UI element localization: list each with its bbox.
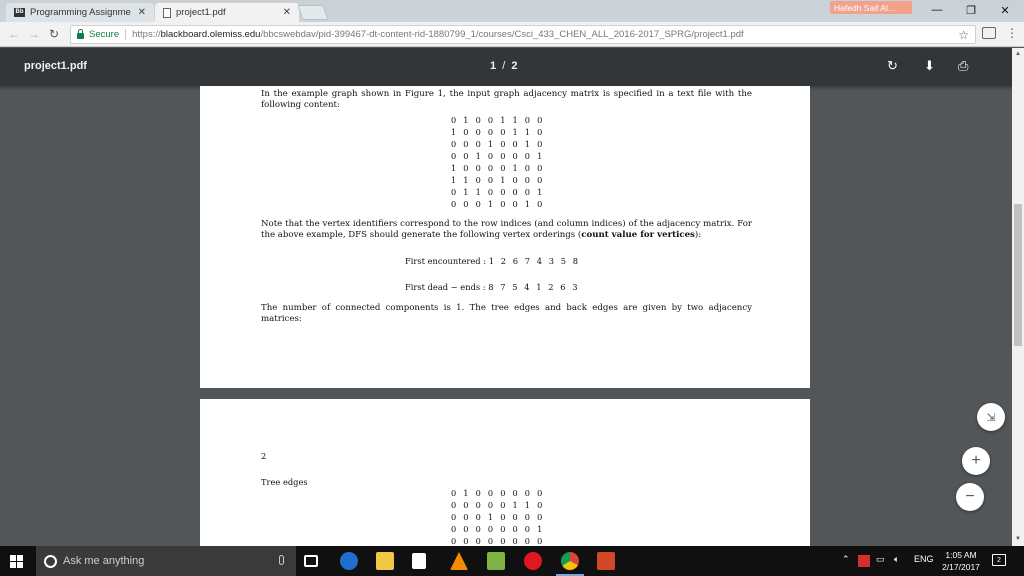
windows-start-icon[interactable] (10, 555, 23, 568)
tab-programming-assignment[interactable] (6, 3, 154, 22)
matrix-cell: 0 (463, 512, 469, 522)
matrix-cell: 0 (475, 512, 481, 522)
notification-count: 2 (997, 556, 1001, 564)
matrix-cell: 1 (451, 175, 457, 185)
matrix-cell: 1 (487, 199, 494, 209)
vertex-value: 2 (500, 256, 506, 266)
matrix-cell: 0 (487, 524, 494, 534)
note-text: Note that the vertex identifiers correspond to the row indices (and column indices) of the adjacency matrix. For the above example, DFS should generate the following vertex orderings ( (261, 219, 752, 240)
matrix-cell: 0 (475, 175, 481, 185)
matrix-cell: 0 (512, 175, 518, 185)
cast-icon[interactable] (982, 27, 996, 39)
vertex-value: 6 (560, 282, 566, 292)
pdf-toolbar (0, 48, 1012, 86)
matrix-cell: 0 (451, 115, 457, 125)
matrix-cell: 1 (524, 500, 530, 510)
matrix-cell: 0 (451, 512, 457, 522)
matrix-cell: 0 (451, 536, 457, 546)
matrix-row (451, 162, 549, 174)
divider (125, 29, 126, 40)
new-tab-button[interactable] (297, 5, 328, 20)
forward-arrow-icon[interactable]: → (28, 27, 40, 41)
vertex-value: 7 (500, 282, 506, 292)
matrix-row (451, 499, 549, 511)
document-icon (163, 8, 171, 18)
matrix-cell: 0 (475, 536, 481, 546)
matrix-cell: 0 (463, 127, 469, 137)
first-encountered-values (489, 256, 585, 266)
matrix-row (451, 114, 549, 126)
system-clock[interactable] (936, 549, 986, 573)
matrix-cell: 1 (463, 115, 469, 125)
blackboard-icon: Bb (15, 9, 24, 15)
profile-name: Hafedh Saif Al... (834, 2, 895, 13)
download-icon[interactable]: ⬇ (924, 58, 935, 73)
matrix-cell: 1 (512, 500, 518, 510)
matrix-cell: 0 (487, 536, 494, 546)
vertex-value: 6 (512, 256, 518, 266)
file-explorer-icon[interactable] (376, 552, 394, 570)
matrix-cell: 0 (524, 512, 530, 522)
page-indicator (490, 60, 517, 72)
matrix-cell: 1 (512, 127, 518, 137)
matrix-cell: 0 (500, 187, 506, 197)
clock-time: 1:05 AM (945, 550, 977, 560)
matrix-cell: 0 (487, 500, 494, 510)
matrix-cell: 1 (500, 115, 506, 125)
matrix-cell: 1 (524, 199, 530, 209)
matrix-row (451, 487, 549, 499)
print-icon[interactable]: ⎙ (958, 58, 969, 73)
matrix-cell: 0 (537, 500, 543, 510)
matrix-cell: 1 (487, 512, 494, 522)
matrix-cell: 0 (475, 488, 481, 498)
close-tab-icon[interactable]: ✕ (282, 7, 291, 18)
first-dead-ends-values (488, 282, 584, 292)
matrix-cell: 0 (487, 488, 494, 498)
store-icon[interactable] (412, 553, 426, 569)
matrix-cell: 0 (537, 115, 543, 125)
matrix-cell: 0 (537, 127, 543, 137)
restore-button[interactable]: ❐ (966, 4, 976, 17)
first-dead-ends-label: First dead − ends : (405, 282, 486, 292)
first-encountered-sequence (405, 256, 585, 266)
vertex-value: 2 (548, 282, 554, 292)
secure-label: Secure (89, 29, 120, 40)
search-placeholder: Ask me anything (63, 555, 145, 567)
matrix-cell: 0 (487, 115, 494, 125)
matrix-cell: 1 (451, 163, 457, 173)
matrix-cell: 0 (451, 199, 457, 209)
windows-taskbar (0, 546, 1024, 576)
matrix-cell: 1 (463, 488, 469, 498)
cortana-icon (44, 555, 57, 568)
matrix-cell: 0 (500, 512, 506, 522)
matrix-cell: 0 (512, 199, 518, 209)
edge-browser-icon[interactable] (340, 552, 358, 570)
task-view-icon[interactable] (304, 555, 318, 567)
scroll-up-arrow-icon[interactable]: ▲ (1015, 51, 1021, 57)
fit-to-page-icon[interactable]: ⇲ (977, 403, 1005, 431)
powerpoint-icon[interactable] (597, 552, 615, 570)
browser-toolbar (0, 22, 1024, 47)
battery-icon[interactable]: ▭ (876, 554, 885, 564)
matrix-cell: 0 (487, 163, 494, 173)
matrix-cell: 0 (537, 199, 543, 209)
vertex-value: 7 (524, 256, 530, 266)
action-center-icon[interactable] (992, 554, 1006, 566)
url-scheme: https:// (132, 29, 161, 40)
matrix-cell: 0 (512, 536, 518, 546)
profile-button[interactable] (830, 1, 912, 14)
cortana-search-box[interactable] (36, 546, 296, 576)
matrix-cell: 0 (475, 524, 481, 534)
reload-icon[interactable]: ↻ (49, 27, 60, 41)
vertex-value: 4 (536, 256, 542, 266)
language-indicator[interactable]: ENG (914, 554, 934, 564)
matrix-cell: 1 (475, 187, 481, 197)
close-window-button[interactable]: ✕ (1000, 4, 1010, 17)
matrix-cell: 0 (475, 163, 481, 173)
matrix-cell: 0 (475, 139, 481, 149)
matrix-cell: 1 (475, 151, 481, 161)
matrix-cell: 0 (512, 488, 518, 498)
vertex-value: 5 (512, 282, 518, 292)
volume-icon[interactable]: 🔈︎ (894, 554, 900, 564)
matrix-cell: 0 (500, 139, 506, 149)
vertex-value: 5 (560, 256, 566, 266)
matrix-cell: 0 (524, 536, 530, 546)
matrix-cell: 0 (537, 175, 543, 185)
bookmark-star-icon[interactable]: ☆ (958, 28, 969, 42)
matrix-cell: 1 (537, 187, 543, 197)
matrix-row (451, 138, 549, 150)
matrix-cell: 0 (451, 500, 457, 510)
matrix-cell: 1 (500, 175, 506, 185)
matrix-cell: 0 (512, 151, 518, 161)
first-dead-ends-sequence (405, 282, 584, 292)
current-page[interactable]: 1 (490, 60, 497, 72)
matrix-cell: 0 (512, 524, 518, 534)
note-text-end: ): (694, 230, 702, 240)
matrix-cell: 0 (487, 187, 494, 197)
vlc-icon[interactable] (450, 552, 468, 570)
matrix-cell: 0 (500, 127, 506, 137)
tab-title: project1.pdf (176, 7, 226, 18)
matrix-cell: 0 (500, 151, 506, 161)
scrollbar-thumb[interactable] (1014, 204, 1022, 346)
matrix-cell: 1 (487, 139, 494, 149)
matrix-cell: 0 (537, 512, 543, 522)
matrix-cell: 0 (487, 175, 494, 185)
matrix-cell: 0 (451, 151, 457, 161)
scroll-down-arrow-icon[interactable]: ▼ (1015, 536, 1021, 542)
matrix-row (451, 186, 549, 198)
matrix-cell: 0 (463, 536, 469, 546)
clock-date: 2/17/2017 (942, 562, 980, 572)
matrix-cell: 0 (512, 187, 518, 197)
pdf-page-1 (200, 86, 810, 388)
page-separator: / (502, 60, 506, 72)
note-bold-text: count value for vertices (581, 230, 695, 240)
matrix-cell: 1 (512, 115, 518, 125)
matrix-cell: 0 (451, 488, 457, 498)
matrix-cell: 0 (475, 127, 481, 137)
matrix-cell: 0 (537, 163, 543, 173)
zoom-out-button[interactable]: − (956, 483, 984, 511)
matrix-cell: 0 (524, 488, 530, 498)
matrix-cell: 0 (475, 115, 481, 125)
matrix-cell: 0 (500, 536, 506, 546)
matrix-cell: 0 (500, 199, 506, 209)
acrobat-tray-icon[interactable] (858, 555, 870, 567)
components-paragraph: The number of connected components is 1. The tree edges and back edges are given by two adjacency matrices: (261, 303, 752, 324)
matrix-cell: 0 (463, 524, 469, 534)
vertex-value: 1 (536, 282, 542, 292)
matrix-cell: 0 (463, 163, 469, 173)
vertex-value: 3 (548, 256, 554, 266)
matrix-cell: 0 (500, 500, 506, 510)
matrix-cell: 0 (524, 175, 530, 185)
matrix-cell: 0 (537, 488, 543, 498)
matrix-cell: 0 (500, 488, 506, 498)
matrix-row (451, 150, 549, 162)
tab-strip (0, 0, 1024, 22)
matrix-cell: 1 (537, 151, 543, 161)
matrix-cell: 0 (451, 524, 457, 534)
matrix-cell: 0 (463, 139, 469, 149)
matrix-cell: 0 (463, 151, 469, 161)
pdf-page-2 (200, 399, 810, 546)
url-host: blackboard.olemiss.edu (160, 29, 261, 40)
matrix-cell: 0 (524, 524, 530, 534)
vertex-value: 1 (488, 256, 494, 266)
matrix-cell: 0 (475, 500, 481, 510)
matrix-cell: 0 (500, 163, 506, 173)
tab-project1-pdf[interactable] (155, 3, 299, 22)
page-number: 2 (261, 451, 267, 461)
matrix-cell: 0 (475, 199, 481, 209)
tree-edges-label: Tree edges (261, 477, 308, 487)
matrix-cell: 1 (463, 187, 469, 197)
tab-title: Programming Assignme (30, 7, 131, 18)
vertex-value: 8 (572, 256, 578, 266)
close-tab-icon[interactable]: ✕ (137, 7, 146, 18)
matrix-cell: 0 (524, 163, 530, 173)
matrix-cell: 0 (451, 139, 457, 149)
rotate-icon[interactable]: ↻ (887, 58, 898, 73)
matrix-cell: 0 (512, 139, 518, 149)
matrix-row (451, 535, 549, 546)
secure-indicator[interactable] (77, 29, 119, 40)
tray-expand-icon[interactable]: ⌃ (842, 554, 850, 564)
vertical-scrollbar[interactable] (1012, 48, 1024, 546)
notepad-plus-plus-icon[interactable] (487, 552, 505, 570)
matrix-cell: 0 (487, 127, 494, 137)
tree-edges-matrix (451, 487, 549, 546)
matrix-row (451, 511, 549, 523)
lock-icon (77, 33, 84, 39)
matrix-cell: 1 (463, 175, 469, 185)
microphone-icon[interactable] (279, 555, 284, 565)
matrix-cell: 0 (512, 512, 518, 522)
pdf-file-title: project1.pdf (24, 60, 87, 72)
matrix-cell: 1 (451, 127, 457, 137)
matrix-cell: 0 (500, 524, 506, 534)
matrix-cell: 0 (463, 500, 469, 510)
matrix-cell: 1 (524, 139, 530, 149)
vertex-value: 8 (488, 282, 494, 292)
matrix-cell: 0 (537, 536, 543, 546)
url-path: /bbcswebdav/pid-399467-dt-content-rid-1880799_1/courses/Csci_433_CHEN_ALL_2016-2017_SPRG/project1.pdf (260, 29, 744, 40)
minimize-button[interactable]: — (931, 4, 943, 16)
matrix-cell: 0 (463, 199, 469, 209)
adjacency-matrix (451, 114, 549, 210)
address-bar[interactable] (70, 25, 976, 44)
intro-paragraph: In the example graph shown in Figure 1, the input graph adjacency matrix is specified in a text file with the following content: (261, 89, 752, 110)
first-encountered-label: First encountered : (405, 256, 487, 266)
back-arrow-icon[interactable]: ← (8, 27, 20, 41)
zoom-in-button[interactable]: + (962, 447, 990, 475)
matrix-cell: 0 (524, 187, 530, 197)
matrix-row (451, 198, 549, 210)
matrix-cell: 0 (487, 151, 494, 161)
vertex-value: 4 (524, 282, 530, 292)
note-paragraph (261, 219, 752, 241)
matrix-cell: 0 (537, 139, 543, 149)
vertex-value: 3 (572, 282, 578, 292)
matrix-cell: 0 (524, 151, 530, 161)
matrix-cell: 1 (512, 163, 518, 173)
opera-icon[interactable] (524, 552, 542, 570)
total-pages: 2 (511, 60, 518, 72)
matrix-row (451, 174, 549, 186)
matrix-cell: 0 (451, 187, 457, 197)
matrix-row (451, 126, 549, 138)
chrome-icon[interactable] (561, 552, 579, 570)
matrix-cell: 0 (524, 115, 530, 125)
menu-dots-icon[interactable]: ⋮ (1006, 26, 1018, 40)
matrix-row (451, 523, 549, 535)
matrix-cell: 1 (537, 524, 543, 534)
matrix-cell: 1 (524, 127, 530, 137)
